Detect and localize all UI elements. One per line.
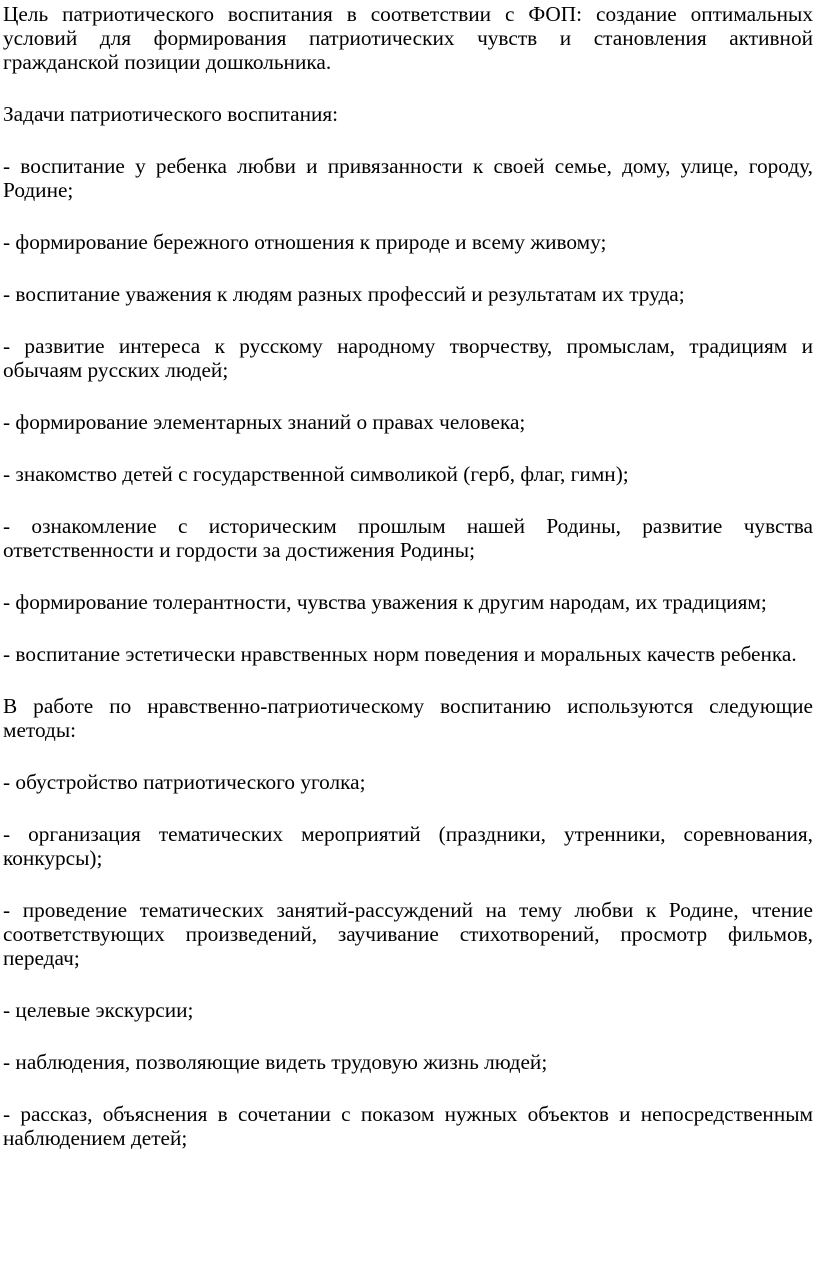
list-item-method-4: - целевые экскурсии; bbox=[3, 998, 194, 1022]
list-item-method-6: - рассказ, объяснения в сочетании с показом нужных объектов и непосредственным наблюдением детей; bbox=[3, 1102, 813, 1150]
paragraph-goal: Цель патриотического воспитания в соответствии с ФОП: создание оптимальных условий для формирования патриотических чувств и становления активной гражданской позиции дошкольника. bbox=[3, 2, 813, 74]
list-item-task-7: - ознакомление с историческим прошлым нашей Родины, развитие чувства ответственности и гордости за достижения Родины; bbox=[3, 514, 813, 562]
list-item-method-1: - обустройство патриотического уголка; bbox=[3, 770, 366, 794]
list-item-task-9: - воспитание эстетически нравственных норм поведения и моральных качеств ребенка. bbox=[3, 642, 797, 666]
list-item-task-4: - развитие интереса к русскому народному творчеству, промыслам, традициям и обычаям русских людей; bbox=[3, 334, 813, 382]
list-item-task-2: - формирование бережного отношения к природе и всему живому; bbox=[3, 230, 607, 254]
list-item-method-5: - наблюдения, позволяющие видеть трудовую жизнь людей; bbox=[3, 1050, 548, 1074]
list-item-method-3: - проведение тематических занятий-рассуждений на тему любви к Родине, чтение соответствующих произведений, заучивание стихотворений, просмотр фильмов, передач; bbox=[3, 898, 813, 970]
paragraph-tasks-heading: Задачи патриотического воспитания: bbox=[3, 102, 339, 126]
list-item-task-1: - воспитание у ребенка любви и привязанности к своей семье, дому, улице, городу, Родине; bbox=[3, 154, 813, 202]
list-item-task-5: - формирование элементарных знаний о правах человека; bbox=[3, 410, 526, 434]
list-item-method-2: - организация тематических мероприятий (праздники, утренники, соревнования, конкурсы); bbox=[3, 822, 813, 870]
list-item-task-8: - формирование толерантности, чувства уважения к другим народам, их традициям; bbox=[3, 590, 767, 614]
paragraph-methods-heading: В работе по нравственно-патриотическому воспитанию используются следующие методы: bbox=[3, 694, 813, 742]
list-item-task-3: - воспитание уважения к людям разных профессий и результатам их труда; bbox=[3, 282, 685, 306]
list-item-task-6: - знакомство детей с государственной символикой (герб, флаг, гимн); bbox=[3, 462, 629, 486]
